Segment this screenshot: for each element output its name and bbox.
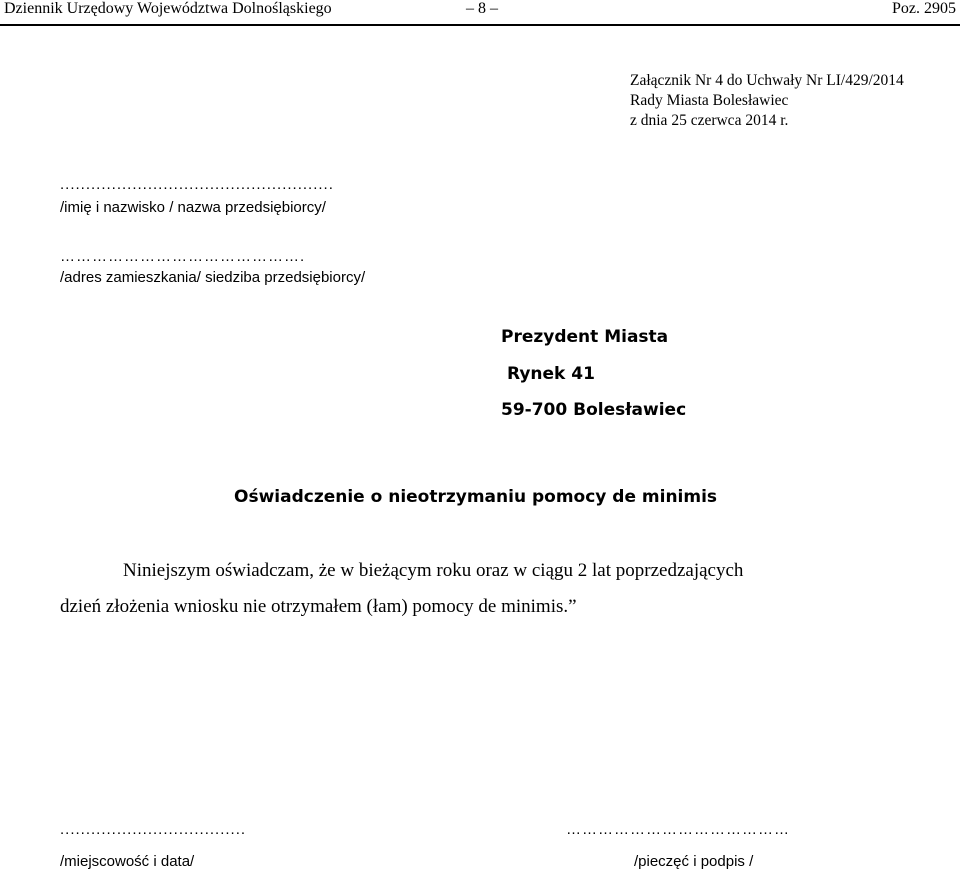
name-fill-line: .....................................................: [60, 176, 334, 193]
position-number: Poz. 2905: [892, 0, 956, 17]
annex-reference: [630, 71, 904, 131]
place-date-label: /miejscowość i data/: [60, 853, 195, 870]
addressee-line-3: 59-700 Bolesławiec: [501, 400, 687, 420]
address-fill-line: ……………………………………….: [60, 248, 306, 265]
place-date-fill-line: ....................................: [60, 821, 247, 838]
signature-label: /pieczęć i podpis /: [634, 853, 754, 870]
address-label: /adres zamieszkania/ siedziba przedsiębiorcy/: [60, 269, 366, 286]
journal-title: Dziennik Urzędowy Województwa Dolnośląskiego: [4, 0, 332, 17]
signature-fill-line: ……………………………………: [566, 821, 790, 838]
page-number: – 8 –: [466, 0, 498, 17]
statement-line-1: Niniejszym oświadczam, że w bieżącym roku oraz w ciągu 2 lat poprzedzających: [123, 560, 744, 581]
annex-line-2: Rady Miasta Bolesławiec: [630, 92, 789, 109]
addressee-line-1: Prezydent Miasta: [501, 327, 669, 347]
statement-title: Oświadczenie o nieotrzymaniu pomocy de minimis: [234, 487, 718, 507]
annex-line-3: z dnia 25 czerwca 2014 r.: [630, 112, 789, 129]
statement-line-2: dzień złożenia wniosku nie otrzymałem (łam) pomocy de minimis.”: [60, 596, 577, 617]
addressee-line-2: Rynek 41: [507, 364, 595, 384]
name-label: /imię i nazwisko / nazwa przedsiębiorcy/: [60, 199, 326, 216]
annex-line-1: Załącznik Nr 4 do Uchwały Nr LI/429/2014: [630, 72, 904, 89]
